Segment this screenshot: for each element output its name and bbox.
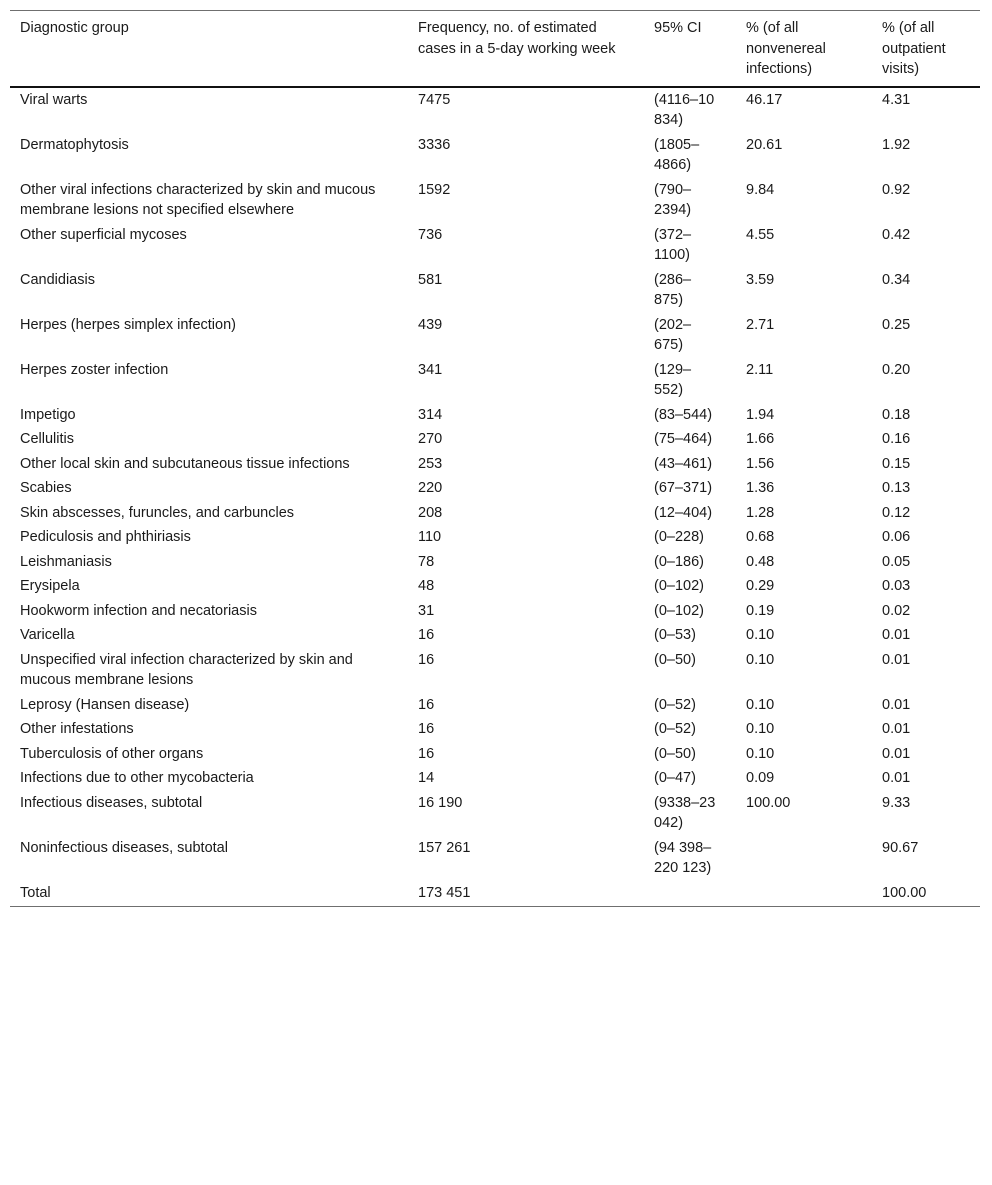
cell-pct-outpatient: 90.67 [882, 839, 919, 856]
table-row [10, 882, 980, 907]
cell-frequency: 253 [418, 455, 443, 472]
cell-ci: (4116–10 834) [654, 91, 715, 128]
cell-pct-nonvenereal: 0.10 [746, 696, 775, 713]
table-row [10, 792, 980, 837]
cell-ci: (0–52) [654, 721, 696, 737]
table-row [10, 404, 980, 429]
cell-frequency: 220 [418, 480, 443, 496]
cell-ci: (286–875) [654, 271, 692, 308]
cell-ci: (0–50) [654, 651, 696, 668]
cell-pct-outpatient: 0.16 [882, 431, 911, 447]
cell-pct-outpatient: 0.20 [882, 361, 911, 378]
cell-diagnostic-group: Other infestations [20, 721, 134, 737]
cell-pct-nonvenereal: 2.71 [746, 316, 775, 333]
cell-pct-nonvenereal: 3.59 [746, 271, 775, 288]
table-row [10, 359, 980, 404]
cell-frequency: 208 [418, 504, 443, 521]
cell-diagnostic-group: Hookworm infection and necatoriasis [20, 602, 257, 619]
cell-diagnostic-group: Leprosy (Hansen disease) [20, 696, 190, 713]
table-row [10, 477, 980, 502]
cell-pct-outpatient: 100.00 [882, 884, 927, 901]
table-row [10, 526, 980, 551]
table-row [10, 453, 980, 478]
cell-pct-outpatient: 0.15 [882, 455, 911, 472]
table-row [10, 428, 980, 453]
table-row [10, 624, 980, 649]
cell-pct-nonvenereal: 0.10 [746, 651, 775, 668]
cell-pct-outpatient: 0.18 [882, 406, 911, 423]
cell-diagnostic-group: Unspecified viral infection characterized by skin and mucous membrane lesions [20, 651, 353, 688]
cell-ci: (43–461) [654, 455, 713, 472]
cell-pct-nonvenereal: 1.36 [746, 480, 775, 496]
header-diagnostic-group: Diagnostic group [10, 11, 408, 87]
cell-pct-nonvenereal: 0.48 [746, 553, 775, 570]
table-row [10, 649, 980, 694]
table-row [10, 837, 980, 882]
cell-diagnostic-group: Scabies [20, 480, 72, 496]
cell-diagnostic-group: Total [20, 884, 51, 901]
table-row [10, 767, 980, 792]
cell-frequency: 3336 [418, 136, 451, 153]
cell-pct-nonvenereal: 0.68 [746, 529, 775, 545]
diagnostic-table-container [10, 10, 980, 907]
cell-frequency: 14 [418, 770, 435, 786]
cell-ci: (0–52) [654, 696, 696, 713]
cell-ci: (0–50) [654, 745, 696, 762]
cell-pct-outpatient: 0.03 [882, 578, 911, 594]
table-header [10, 11, 980, 87]
cell-pct-nonvenereal: 0.10 [746, 745, 775, 762]
cell-frequency: 16 190 [418, 794, 463, 811]
cell-pct-nonvenereal: 100.00 [746, 794, 791, 811]
cell-ci: (1805–4866) [654, 136, 700, 173]
cell-ci: (0–47) [654, 770, 696, 786]
cell-ci: (372–1100) [654, 226, 692, 263]
cell-diagnostic-group: Infections due to other mycobacteria [20, 770, 254, 786]
table-row [10, 575, 980, 600]
cell-ci: (0–228) [654, 529, 704, 545]
cell-frequency: 157 261 [418, 839, 471, 856]
cell-frequency: 48 [418, 578, 435, 594]
table-row [10, 694, 980, 719]
table-body [10, 87, 980, 907]
cell-diagnostic-group: Noninfectious diseases, subtotal [20, 839, 228, 856]
cell-frequency: 16 [418, 627, 435, 643]
cell-pct-outpatient: 9.33 [882, 794, 911, 811]
header-frequency: Frequency, no. of estimated cases in a 5-day working week [408, 11, 644, 87]
cell-ci: (202–675) [654, 316, 692, 353]
cell-diagnostic-group: Other superficial mycoses [20, 226, 187, 243]
cell-diagnostic-group: Other local skin and subcutaneous tissue infections [20, 455, 350, 472]
cell-frequency: 736 [418, 226, 443, 243]
cell-diagnostic-group: Other viral infections characterized by skin and mucous membrane lesions not specified elsewhere [20, 181, 376, 218]
cell-ci: (94 398–220 123) [654, 839, 712, 876]
cell-pct-nonvenereal [736, 882, 872, 907]
cell-pct-nonvenereal: 1.66 [746, 431, 775, 447]
cell-pct-nonvenereal [736, 837, 872, 882]
cell-frequency: 1592 [418, 181, 451, 198]
cell-pct-nonvenereal: 46.17 [746, 91, 783, 108]
cell-pct-nonvenereal: 20.61 [746, 136, 783, 153]
cell-pct-nonvenereal: 1.56 [746, 455, 775, 472]
cell-ci: (67–371) [654, 480, 713, 496]
header-pct-nonvenereal: % (of all nonvenereal infections) [736, 11, 872, 87]
cell-pct-outpatient: 0.34 [882, 271, 911, 288]
cell-ci: (0–186) [654, 553, 704, 570]
cell-ci [644, 882, 736, 907]
cell-pct-outpatient: 0.01 [882, 745, 911, 762]
cell-frequency: 439 [418, 316, 443, 333]
cell-pct-nonvenereal: 0.10 [746, 721, 775, 737]
cell-pct-outpatient: 4.31 [882, 91, 911, 108]
cell-frequency: 270 [418, 431, 443, 447]
cell-pct-nonvenereal: 1.28 [746, 504, 775, 521]
cell-frequency: 7475 [418, 91, 451, 108]
diagnostic-groups-table [10, 10, 980, 907]
cell-pct-outpatient: 1.92 [882, 136, 911, 153]
header-pct-outpatient: % (of all outpatient visits) [872, 11, 980, 87]
cell-pct-nonvenereal: 9.84 [746, 181, 775, 198]
cell-pct-outpatient: 0.01 [882, 721, 911, 737]
table-row [10, 224, 980, 269]
cell-diagnostic-group: Cellulitis [20, 431, 74, 447]
cell-pct-outpatient: 0.42 [882, 226, 911, 243]
table-row [10, 269, 980, 314]
cell-pct-outpatient: 0.01 [882, 696, 911, 713]
cell-frequency: 110 [418, 529, 442, 545]
table-row [10, 743, 980, 768]
header-ci: 95% CI [644, 11, 736, 87]
cell-pct-nonvenereal: 1.94 [746, 406, 775, 423]
cell-ci: (0–53) [654, 627, 696, 643]
cell-ci: (0–102) [654, 602, 704, 619]
cell-diagnostic-group: Tuberculosis of other organs [20, 745, 204, 762]
cell-diagnostic-group: Erysipela [20, 578, 80, 594]
cell-frequency: 31 [418, 602, 435, 619]
cell-frequency: 581 [418, 271, 443, 288]
cell-ci: (790–2394) [654, 181, 692, 218]
header-row [10, 11, 980, 87]
cell-ci: (129–552) [654, 361, 692, 398]
cell-ci: (83–544) [654, 406, 713, 423]
cell-pct-nonvenereal: 0.29 [746, 578, 775, 594]
table-row [10, 600, 980, 625]
table-row [10, 718, 980, 743]
cell-diagnostic-group: Impetigo [20, 406, 76, 423]
cell-diagnostic-group: Varicella [20, 627, 75, 643]
cell-diagnostic-group: Candidiasis [20, 271, 95, 288]
cell-pct-nonvenereal: 0.19 [746, 602, 775, 619]
cell-pct-outpatient: 0.06 [882, 529, 911, 545]
cell-pct-nonvenereal: 2.11 [746, 361, 774, 378]
table-row [10, 551, 980, 576]
cell-pct-outpatient: 0.12 [882, 504, 911, 521]
cell-pct-outpatient: 0.01 [882, 627, 911, 643]
cell-pct-nonvenereal: 0.09 [746, 770, 775, 786]
cell-diagnostic-group: Viral warts [20, 91, 88, 108]
cell-pct-nonvenereal: 4.55 [746, 226, 775, 243]
cell-diagnostic-group: Leishmaniasis [20, 553, 112, 570]
cell-ci: (75–464) [654, 431, 713, 447]
cell-pct-outpatient: 0.01 [882, 651, 911, 668]
cell-diagnostic-group: Herpes zoster infection [20, 361, 169, 378]
cell-pct-outpatient: 0.25 [882, 316, 911, 333]
table-row [10, 134, 980, 179]
table-row [10, 179, 980, 224]
cell-frequency: 16 [418, 696, 435, 713]
table-row [10, 314, 980, 359]
cell-pct-outpatient: 0.92 [882, 181, 911, 198]
cell-ci: (12–404) [654, 504, 713, 521]
table-row [10, 87, 980, 134]
cell-frequency: 16 [418, 745, 435, 762]
cell-pct-nonvenereal: 0.10 [746, 627, 775, 643]
cell-frequency: 16 [418, 651, 435, 668]
cell-pct-outpatient: 0.02 [882, 602, 911, 619]
cell-frequency: 78 [418, 553, 435, 570]
cell-pct-outpatient: 0.13 [882, 480, 911, 496]
table-row [10, 502, 980, 527]
cell-pct-outpatient: 0.05 [882, 553, 911, 570]
cell-pct-outpatient: 0.01 [882, 770, 911, 786]
cell-ci: (9338–23 042) [654, 794, 716, 831]
cell-diagnostic-group: Dermatophytosis [20, 136, 129, 153]
cell-frequency: 16 [418, 721, 435, 737]
cell-ci: (0–102) [654, 578, 704, 594]
cell-diagnostic-group: Infectious diseases, subtotal [20, 794, 203, 811]
cell-diagnostic-group: Pediculosis and phthiriasis [20, 529, 191, 545]
cell-frequency: 173 451 [418, 884, 471, 901]
cell-diagnostic-group: Skin abscesses, furuncles, and carbuncles [20, 504, 295, 521]
cell-frequency: 341 [418, 361, 443, 378]
cell-diagnostic-group: Herpes (herpes simplex infection) [20, 316, 236, 333]
cell-frequency: 314 [418, 406, 443, 423]
